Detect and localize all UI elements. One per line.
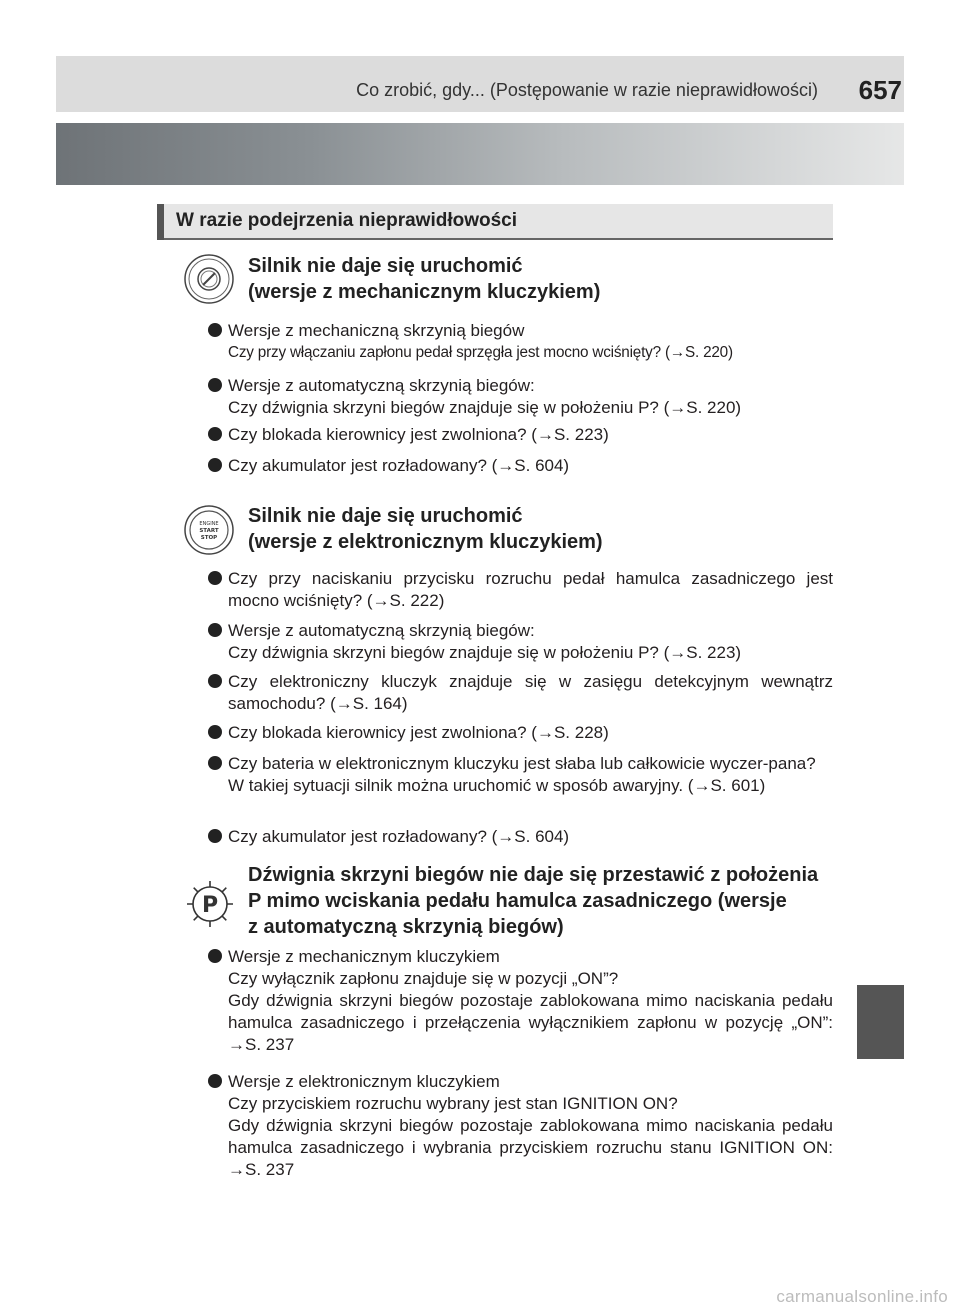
bullet-icon <box>208 1074 222 1088</box>
svg-text:P: P <box>201 893 219 918</box>
list-item: Czy elektroniczny kluczyk znajduje się w zasięgu detekcyjnym wewnątrz samochodu? (→S. 164) <box>208 671 833 715</box>
subheading-shift-lock: Dźwignia skrzyni biegów nie daje się przestawić z położenia P mimo wciskania pedału hamulca zasadniczego (wersje z automatyczną skrzynią biegów) <box>248 864 819 938</box>
section-header <box>157 204 833 240</box>
subheading-smart-key: Silnik nie daje się uruchomić (wersje z elektronicznym kluczykiem) <box>248 505 603 553</box>
list-item: Czy blokada kierownicy jest zwolniona? (→S. 228) <box>208 722 833 744</box>
bullet-icon <box>208 725 222 739</box>
bullet-icon <box>208 756 222 770</box>
list-item: Wersje z mechanicznym kluczykiem Czy wyłącznik zapłonu znajduje się w pozycji „ON”? Gdy dźwignia skrzyni biegów pozostaje zablokowana mimo naciskania pedału hamulca zasadniczego i przełączenia wyłącznikiem zapłonu w pozycję „ON”: →S. 237 <box>208 946 833 1056</box>
chapter-tab <box>857 985 904 1059</box>
svg-text:STOP: STOP <box>200 535 218 541</box>
section-title: W razie podejrzenia nieprawidłowości <box>176 210 518 231</box>
running-header: Co zrobić, gdy... (Postępowanie w razie nieprawidłowości) <box>356 80 818 100</box>
subheading-mechanical-key: Silnik nie daje się uruchomić (wersje z mechanicznym kluczykiem) <box>248 255 601 303</box>
list-item: Czy przy naciskaniu przycisku rozruchu pedał hamulca zasadniczego jest mocno wciśnięty? (→S. 222) <box>208 568 833 612</box>
list-item: Czy bateria w elektronicznym kluczyku jest słaba lub całkowicie wyczer-pana? W takiej sytuacji silnik można uruchomić w sposób awaryjny. (→S. 601) <box>208 753 833 797</box>
chapter-band <box>56 123 904 185</box>
park-gear-icon <box>184 878 236 930</box>
bullet-icon <box>208 674 222 688</box>
page-number: 657 <box>858 75 902 105</box>
bullet-icon <box>208 323 222 337</box>
bullet-icon <box>208 829 222 843</box>
list-item: Wersje z mechaniczną skrzynią biegów Czy przy włączaniu zapłonu pedał sprzęgła jest mocno wciśnięty? (→S. 220) <box>208 320 833 364</box>
list-item: Czy akumulator jest rozładowany? (→S. 604) <box>208 826 833 848</box>
svg-text:START: START <box>199 528 219 534</box>
bullet-icon <box>208 949 222 963</box>
svg-text:ENGINE: ENGINE <box>199 521 219 527</box>
list-item: Czy akumulator jest rozładowany? (→S. 604) <box>208 455 833 477</box>
list-item: Wersje z elektronicznym kluczykiem Czy przyciskiem rozruchu wybrany jest stan IGNITION ON? Gdy dźwignia skrzyni biegów pozostaje zablokowana mimo naciskania pedału hamulca zasadniczego i wybrania przyciskiem rozruchu stanu IGNITION ON: →S. 237 <box>208 1071 833 1181</box>
ignition-key-icon <box>184 254 234 304</box>
bullet-icon <box>208 458 222 472</box>
bullet-icon <box>208 571 222 585</box>
list-item: Czy blokada kierownicy jest zwolniona? (→S. 223) <box>208 424 833 446</box>
list-item: Wersje z automatyczną skrzynią biegów: Czy dźwignia skrzyni biegów znajduje się w położeniu P? (→S. 220) <box>208 375 833 419</box>
bullet-icon <box>208 427 222 441</box>
watermark: carmanualsonline.info <box>776 1287 948 1306</box>
bullet-icon <box>208 623 222 637</box>
bullet-icon <box>208 378 222 392</box>
list-item: Wersje z automatyczną skrzynią biegów: Czy dźwignia skrzyni biegów znajduje się w położeniu P? (→S. 223) <box>208 620 833 664</box>
engine-start-stop-icon <box>184 505 234 555</box>
